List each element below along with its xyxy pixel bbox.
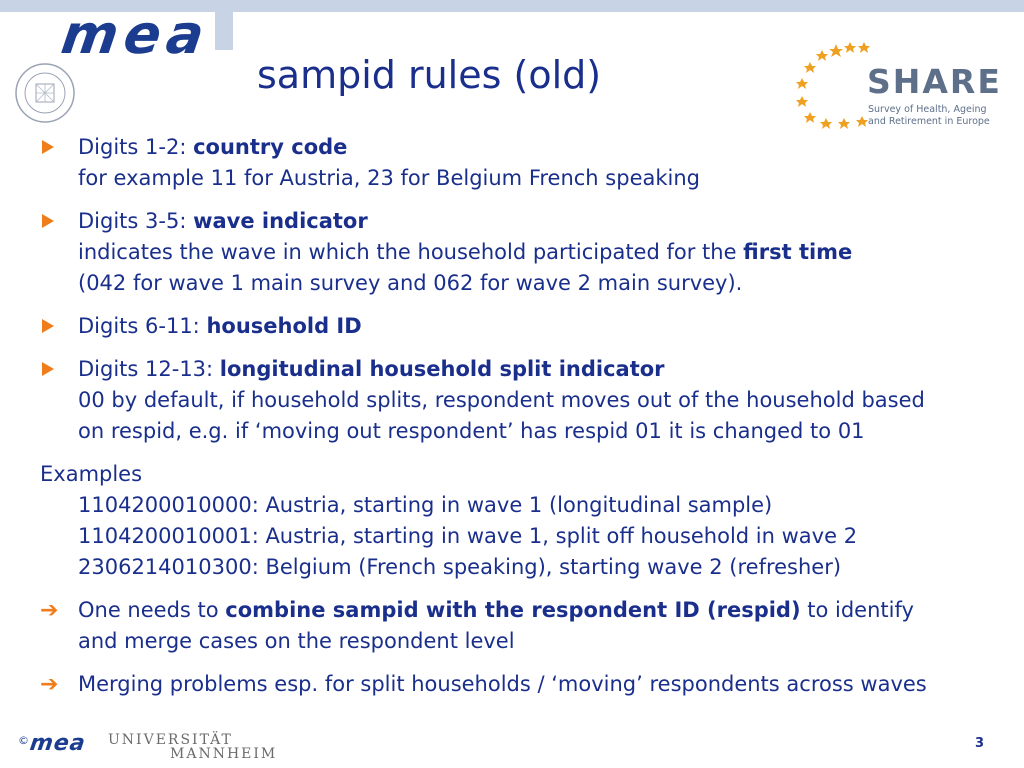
chevron-bullet-icon xyxy=(40,354,70,385)
footer-mea-logo: mea xyxy=(28,731,88,756)
arrow-right-icon: ➔ xyxy=(40,672,59,697)
conclusion-text: Merging problems esp. for split households / ‘moving’ respondents across waves xyxy=(78,672,927,696)
conclusion-bold: combine sampid with the respondent ID (respid) xyxy=(225,598,801,622)
slide-title: sampid rules (old) xyxy=(257,53,602,97)
university-line1: UNIVERSITÄT xyxy=(108,732,233,748)
bullet-detail-bold: first time xyxy=(743,240,853,264)
example-line: 1104200010000: Austria, starting in wave 1 (longitudinal sample) xyxy=(78,493,773,517)
bullet-prefix: Digits 6-11: xyxy=(78,314,207,338)
slide-content xyxy=(40,132,1000,712)
conclusion-merging xyxy=(40,669,1000,700)
example-line: 2306214010300: Belgium (French speaking), starting wave 2 (refresher) xyxy=(78,555,842,579)
arrow-right-icon: ➔ xyxy=(40,598,59,623)
share-wordmark: SHARE xyxy=(867,62,1002,101)
bullet-bold: wave indicator xyxy=(193,209,368,233)
examples-block xyxy=(40,459,1000,583)
bullet-detail-2: on respid, e.g. if ‘moving out respondent’ has respid 01 it is changed to 01 xyxy=(78,419,865,443)
bullet-wave-indicator xyxy=(40,206,1000,299)
share-tagline-line2: and Retirement in Europe xyxy=(868,116,990,127)
bullet-country-code xyxy=(40,132,1000,194)
bullet-bold: country code xyxy=(193,135,348,159)
university-mannheim-logo xyxy=(108,733,277,761)
bullet-bold: household ID xyxy=(206,314,362,338)
conclusion-text-post: to identify xyxy=(800,598,914,622)
page-number: 3 xyxy=(974,736,984,751)
university-line2: MANNHEIM xyxy=(170,746,278,762)
example-line: 1104200010001: Austria, starting in wave 1, split off household in wave 2 xyxy=(78,524,858,548)
conclusion-text-2: and merge cases on the respondent level xyxy=(78,629,515,653)
chevron-bullet-icon xyxy=(40,311,70,342)
star-ring-icon xyxy=(792,38,872,134)
bullet-split-indicator xyxy=(40,354,1000,447)
copyright-symbol: © xyxy=(18,734,29,747)
bullet-prefix: Digits 1-2: xyxy=(78,135,194,159)
chevron-bullet-icon xyxy=(40,206,70,237)
bullet-bold: longitudinal household split indicator xyxy=(219,357,665,381)
share-tagline-line1: Survey of Health, Ageing xyxy=(868,104,987,115)
bullet-detail: for example 11 for Austria, 23 for Belgium French speaking xyxy=(78,166,700,190)
share-tagline xyxy=(868,104,1008,128)
examples-heading: Examples xyxy=(40,462,143,486)
share-logo xyxy=(792,38,1002,134)
university-seal-icon xyxy=(14,62,76,124)
conclusion-combine xyxy=(40,595,1000,657)
bullet-household-id xyxy=(40,311,1000,342)
bullet-detail: indicates the wave in which the household participated for the xyxy=(78,240,744,264)
bullet-detail-2: (042 for wave 1 main survey and 062 for wave 2 main survey). xyxy=(78,271,743,295)
chevron-bullet-icon xyxy=(40,132,70,163)
bullet-detail: 00 by default, if household splits, respondent moves out of the household based xyxy=(78,388,925,412)
bullet-prefix: Digits 12-13: xyxy=(78,357,220,381)
conclusion-text: One needs to xyxy=(78,598,226,622)
bullet-prefix: Digits 3-5: xyxy=(78,209,194,233)
mea-logo: mea xyxy=(57,3,214,66)
top-band-accent xyxy=(215,12,233,50)
